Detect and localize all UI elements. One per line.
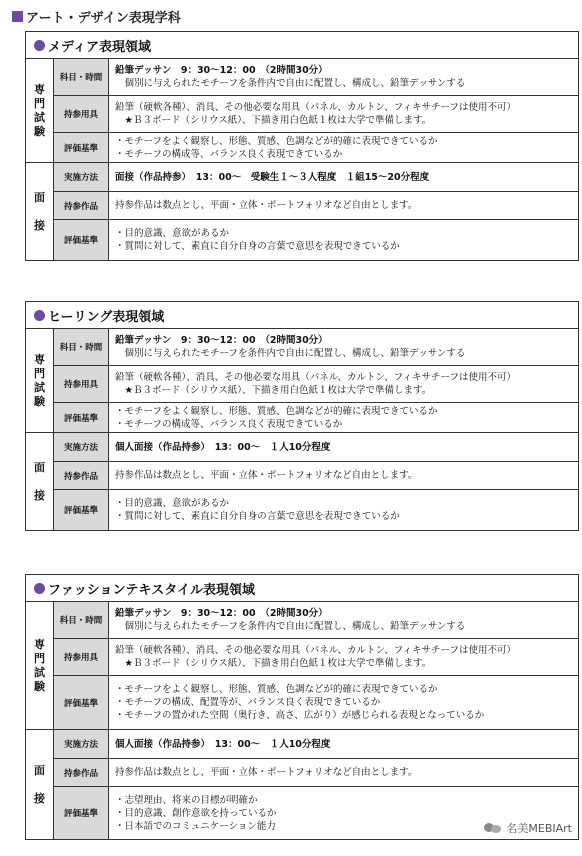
- row-label: 実施方法: [54, 163, 109, 191]
- section-header: [26, 32, 578, 59]
- section: [25, 301, 579, 531]
- section-title: ヒーリング表現領域: [48, 309, 165, 325]
- content-line: ・モチーフの構成等、バランス良く表現できているか: [115, 418, 343, 430]
- row-content: [109, 403, 578, 432]
- content-line: ・目的意識、創作意欲を持っているか: [115, 807, 277, 819]
- section-title: メディア表現領域: [48, 39, 151, 55]
- row-label: 評価基準: [54, 676, 109, 729]
- row-content: [109, 490, 578, 530]
- group-label-char: 試: [34, 110, 45, 124]
- row-content: [109, 433, 578, 461]
- row-label: 持参用具: [54, 96, 109, 132]
- section-header: [26, 575, 578, 602]
- content-line: ★Ｂ３ボード（シリウス紙）、下描き用白色紙１枚は大学で準備します。: [115, 658, 432, 669]
- table-row: [54, 730, 578, 759]
- table-row: [54, 220, 578, 260]
- row-label: 評価基準: [54, 403, 109, 432]
- group-label-char: 接: [34, 791, 45, 805]
- watermark: [484, 820, 572, 836]
- section-title: ファッションテキスタイル表現領域: [48, 582, 255, 598]
- bullet-dot-icon: [34, 40, 45, 51]
- content-line: 個別に与えられたモチーフを条件内で自由に配置し、構成し、鉛筆デッサンする: [115, 78, 466, 89]
- row-label: 科目・時間: [54, 329, 109, 365]
- group-label-char: 門: [34, 96, 45, 110]
- row-content: [109, 192, 578, 219]
- row-content: [109, 676, 578, 729]
- table-row: [54, 602, 578, 639]
- row-content: [109, 329, 578, 365]
- content-line: ・モチーフの構成、配置等が、バランス良く表現できているか: [115, 697, 381, 708]
- content-line: 個別に与えられたモチーフを条件内で自由に配置し、構成し、鉛筆デッサンする: [115, 621, 466, 632]
- exam-group-label: [26, 602, 54, 729]
- interview-group-label: [26, 730, 54, 839]
- table-row: [54, 163, 578, 192]
- content-line: 個人面接（作品持参） 13：00〜 １人10分程度: [115, 441, 331, 453]
- row-content: [109, 462, 578, 489]
- group-label-char: 門: [34, 366, 45, 380]
- table-row: [54, 759, 578, 787]
- group-label-char: 験: [34, 679, 45, 693]
- row-content: [109, 639, 578, 675]
- group-label-char: 専: [34, 637, 45, 651]
- row-content: [109, 730, 578, 758]
- content-line: ・モチーフをよく観察し、形態、質感、色調などが的確に表現できているか: [115, 684, 438, 695]
- title-square-icon: [12, 11, 23, 22]
- bullet-dot-icon: [34, 583, 45, 594]
- table-row: [54, 462, 578, 490]
- row-content: [109, 163, 578, 191]
- wechat-icon: [484, 822, 502, 834]
- section: [25, 574, 579, 840]
- content-line: 持参作品は数点とし、平面・立体・ポートフォリオなど自由とします。: [115, 767, 418, 778]
- content-line: 鉛筆（硬軟各種）、消具、その他必要な用具（パネル、カルトン、フィキサチーフは使用不可）: [115, 372, 516, 383]
- content-line: 鉛筆（硬軟各種）、消具、その他必要な用具（パネル、カルトン、フィキサチーフは使用不可）: [115, 645, 516, 656]
- row-content: [109, 759, 578, 786]
- row-label: 評価基準: [54, 220, 109, 260]
- content-line: ・目的意識、意欲があるか: [115, 228, 230, 239]
- page-title-text: アート・デザイン表現学科: [26, 10, 181, 26]
- group-label-char: 接: [34, 218, 45, 232]
- exam-group-label: [26, 59, 54, 162]
- row-label: 評価基準: [54, 787, 109, 839]
- group-label-char: 面: [34, 190, 45, 204]
- table-row: [54, 329, 578, 366]
- table-row: [54, 490, 578, 530]
- content-line: ・目的意識、意欲があるか: [115, 498, 230, 509]
- bullet-dot-icon: [34, 310, 45, 321]
- interview-group-label: [26, 163, 54, 260]
- section-header: [26, 302, 578, 329]
- group-label-char: 門: [34, 651, 45, 665]
- table-row: [54, 59, 578, 96]
- row-label: 持参作品: [54, 759, 109, 786]
- content-line: 個人面接（作品持参） 13：00〜 １人10分程度: [115, 738, 331, 750]
- table-row: [54, 366, 578, 403]
- exam-group: [26, 329, 578, 433]
- table-row: [54, 96, 578, 133]
- group-label-char: 験: [34, 394, 45, 408]
- content-line: ・質問に対して、素直に自分自身の言葉で意思を表現できているか: [115, 241, 400, 252]
- row-label: 持参用具: [54, 366, 109, 402]
- content-line: ・質問に対して、素直に自分自身の言葉で意思を表現できているか: [115, 511, 400, 522]
- content-line: ・モチーフの構成等、バランス良く表現できているか: [115, 148, 343, 160]
- row-content: [109, 366, 578, 402]
- exam-group-label: [26, 329, 54, 432]
- content-line: ★Ｂ３ボード（シリウス紙）、下描き用白色紙１枚は大学で準備します。: [115, 115, 432, 126]
- row-content: [109, 59, 578, 95]
- content-line: ・モチーフをよく観察し、形態、質感、色調などが的確に表現できているか: [115, 405, 438, 417]
- table-row: [54, 133, 578, 162]
- table-row: [54, 192, 578, 220]
- row-content: [109, 602, 578, 638]
- row-label: 評価基準: [54, 490, 109, 530]
- row-label: 実施方法: [54, 730, 109, 758]
- group-label-char: 接: [34, 488, 45, 502]
- content-line: 持参作品は数点とし、平面・立体・ポートフォリオなど自由とします。: [115, 200, 418, 211]
- row-content: [109, 96, 578, 132]
- group-label-char: 験: [34, 124, 45, 138]
- section: [25, 31, 579, 261]
- interview-group-label: [26, 433, 54, 530]
- content-line: ★Ｂ３ボード（シリウス紙）、下描き用白色紙１枚は大学で準備します。: [115, 385, 432, 396]
- content-line: ・日本語でのコミュニケーション能力: [115, 820, 276, 832]
- interview-group: [26, 433, 578, 530]
- row-label: 科目・時間: [54, 59, 109, 95]
- group-label-char: 専: [34, 352, 45, 366]
- page-title: [12, 6, 181, 26]
- content-line: 面接（作品持参） 13：00〜 受験生１〜３人程度 １組15〜20分程度: [115, 171, 430, 183]
- interview-group: [26, 163, 578, 260]
- table-row: [54, 676, 578, 729]
- content-line: 鉛筆デッサン 9：30〜12：00 （2時間30分）: [115, 335, 328, 346]
- row-label: 評価基準: [54, 133, 109, 162]
- row-label: 持参作品: [54, 462, 109, 489]
- row-label: 持参用具: [54, 639, 109, 675]
- content-line: 個別に与えられたモチーフを条件内で自由に配置し、構成し、鉛筆デッサンする: [115, 348, 466, 359]
- content-line: 鉛筆デッサン 9：30〜12：00 （2時間30分）: [115, 65, 328, 76]
- group-label-char: 面: [34, 460, 45, 474]
- watermark-text: 名美MEBIArt: [506, 822, 572, 835]
- content-line: 鉛筆デッサン 9：30〜12：00 （2時間30分）: [115, 608, 328, 619]
- content-line: ・モチーフをよく観察し、形態、質感、色調などが的確に表現できているか: [115, 135, 438, 147]
- row-label: 持参作品: [54, 192, 109, 219]
- table-row: [54, 639, 578, 676]
- exam-group: [26, 602, 578, 730]
- group-label-char: 試: [34, 380, 45, 394]
- table-row: [54, 433, 578, 462]
- group-label-char: 面: [34, 763, 45, 777]
- content-line: 持参作品は数点とし、平面・立体・ポートフォリオなど自由とします。: [115, 470, 418, 481]
- content-line: ・志望理由、将来の目標が明確か: [115, 794, 258, 806]
- exam-group: [26, 59, 578, 163]
- row-content: [109, 133, 578, 162]
- row-label: 科目・時間: [54, 602, 109, 638]
- table-row: [54, 403, 578, 432]
- content-line: ・モチーフの置かれた空間（奥行き、高さ、広がり）が感じられる表現となっているか: [115, 710, 485, 721]
- row-content: [109, 220, 578, 260]
- group-label-char: 専: [34, 82, 45, 96]
- row-label: 実施方法: [54, 433, 109, 461]
- content-line: 鉛筆（硬軟各種）、消具、その他必要な用具（パネル、カルトン、フィキサチーフは使用不可）: [115, 102, 516, 113]
- group-label-char: 試: [34, 665, 45, 679]
